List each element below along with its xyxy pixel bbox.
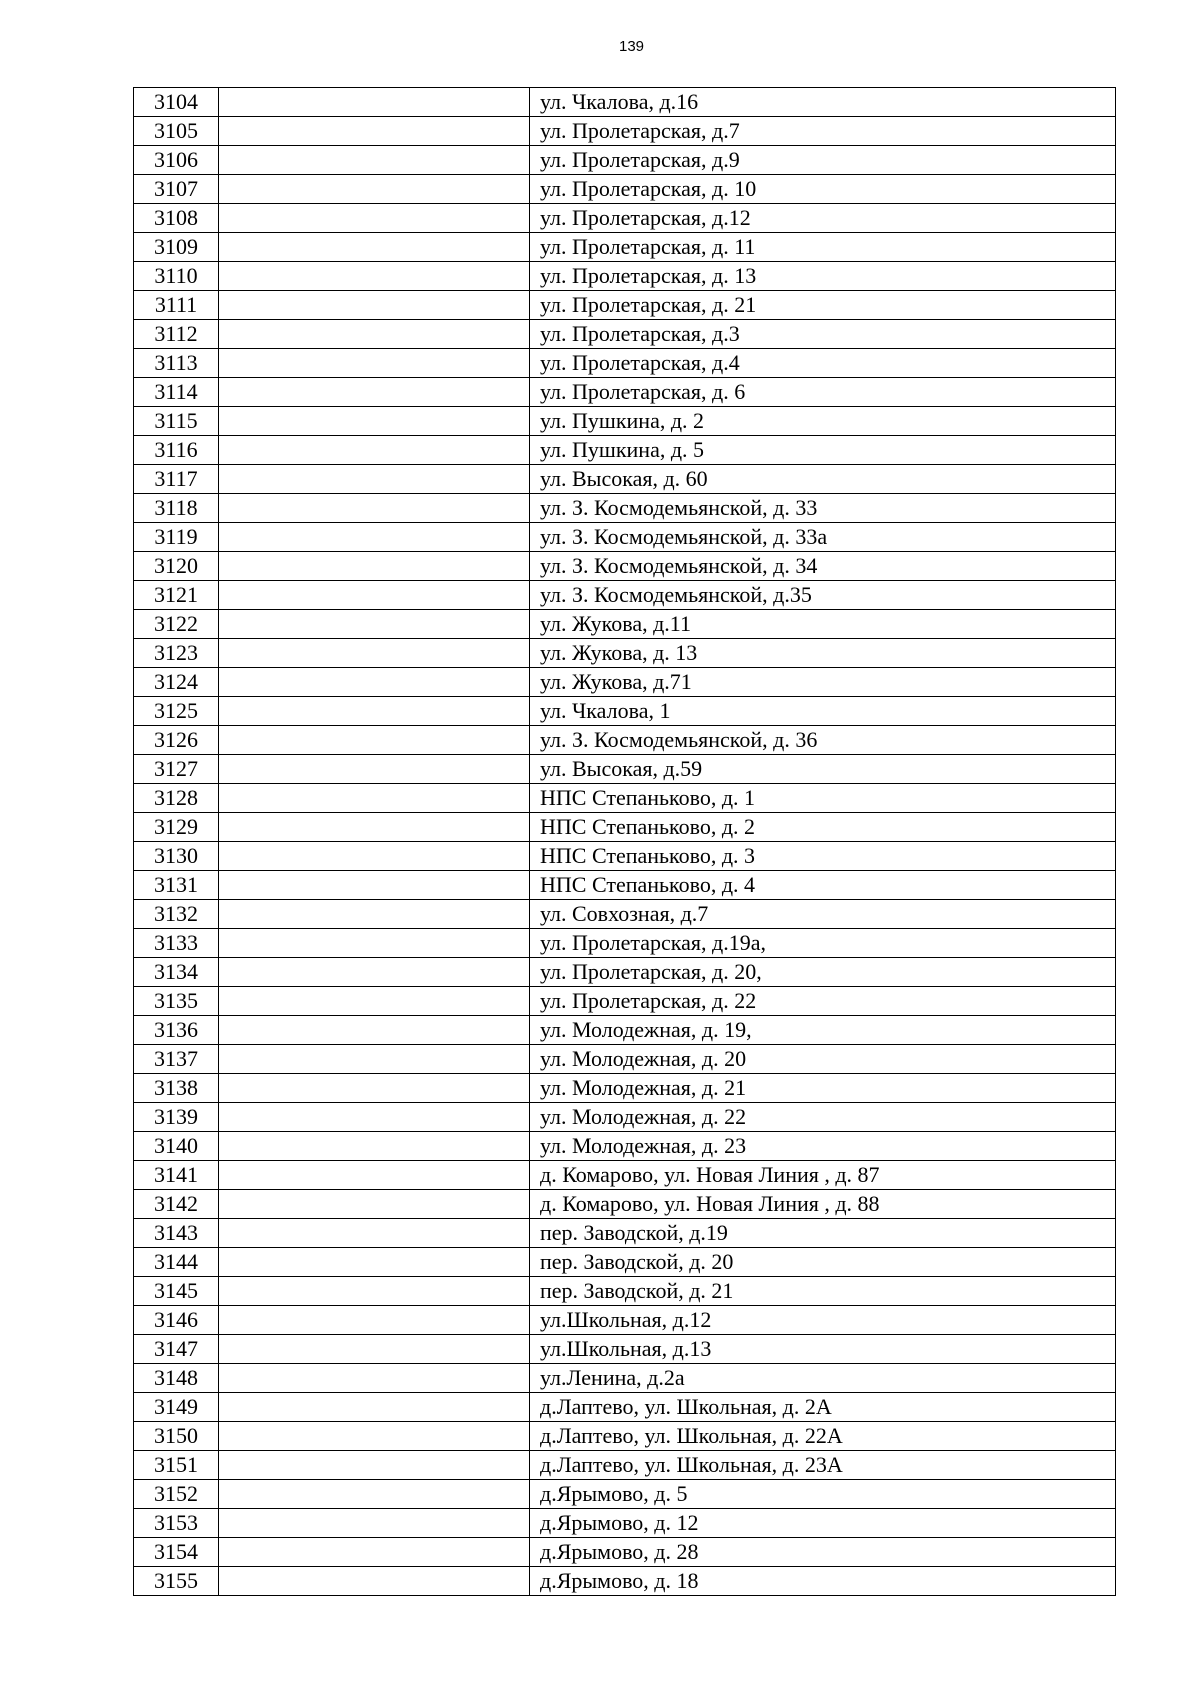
empty-middle-cell bbox=[219, 407, 530, 436]
empty-middle-cell bbox=[219, 1103, 530, 1132]
empty-middle-cell bbox=[219, 639, 530, 668]
empty-middle-cell bbox=[219, 581, 530, 610]
table-row bbox=[134, 871, 1116, 900]
empty-middle-cell bbox=[219, 262, 530, 291]
empty-middle-cell bbox=[219, 552, 530, 581]
address-cell: ул. Чкалова, 1 bbox=[530, 697, 1116, 726]
row-number-cell: 3120 bbox=[134, 552, 219, 581]
address-cell: ул. Пушкина, д. 2 bbox=[530, 407, 1116, 436]
table-row bbox=[134, 929, 1116, 958]
empty-middle-cell bbox=[219, 1567, 530, 1596]
table-row bbox=[134, 175, 1116, 204]
empty-middle-cell bbox=[219, 1161, 530, 1190]
table-row bbox=[134, 1161, 1116, 1190]
row-number-cell: 3155 bbox=[134, 1567, 219, 1596]
address-cell: ул. Пролетарская, д. 11 bbox=[530, 233, 1116, 262]
row-number-cell: 3134 bbox=[134, 958, 219, 987]
row-number-cell: 3154 bbox=[134, 1538, 219, 1567]
address-cell: ул. З. Космодемьянской, д. 33 bbox=[530, 494, 1116, 523]
row-number-cell: 3110 bbox=[134, 262, 219, 291]
table-row bbox=[134, 262, 1116, 291]
empty-middle-cell bbox=[219, 378, 530, 407]
table-row bbox=[134, 349, 1116, 378]
empty-middle-cell bbox=[219, 146, 530, 175]
row-number-cell: 3138 bbox=[134, 1074, 219, 1103]
address-cell: ул. Молодежная, д. 20 bbox=[530, 1045, 1116, 1074]
row-number-cell: 3127 bbox=[134, 755, 219, 784]
table-row bbox=[134, 1277, 1116, 1306]
table-row bbox=[134, 1190, 1116, 1219]
address-cell: д.Лаптево, ул. Школьная, д. 2А bbox=[530, 1393, 1116, 1422]
page-number: 139 bbox=[618, 38, 645, 55]
table-row bbox=[134, 813, 1116, 842]
address-cell: ул. Молодежная, д. 23 bbox=[530, 1132, 1116, 1161]
address-cell: ул. З. Космодемьянской, д. 36 bbox=[530, 726, 1116, 755]
address-cell: ул. Совхозная, д.7 bbox=[530, 900, 1116, 929]
row-number-cell: 3137 bbox=[134, 1045, 219, 1074]
row-number-cell: 3145 bbox=[134, 1277, 219, 1306]
row-number-cell: 3118 bbox=[134, 494, 219, 523]
empty-middle-cell bbox=[219, 1016, 530, 1045]
empty-middle-cell bbox=[219, 755, 530, 784]
empty-middle-cell bbox=[219, 1277, 530, 1306]
table-row bbox=[134, 117, 1116, 146]
address-cell: ул.Школьная, д.13 bbox=[530, 1335, 1116, 1364]
table-row bbox=[134, 1335, 1116, 1364]
empty-middle-cell bbox=[219, 871, 530, 900]
row-number-cell: 3124 bbox=[134, 668, 219, 697]
address-cell: ул. Молодежная, д. 22 bbox=[530, 1103, 1116, 1132]
empty-middle-cell bbox=[219, 494, 530, 523]
table-row bbox=[134, 1364, 1116, 1393]
row-number-cell: 3136 bbox=[134, 1016, 219, 1045]
address-cell: ул. Пролетарская, д.7 bbox=[530, 117, 1116, 146]
address-cell: пер. Заводской, д. 20 bbox=[530, 1248, 1116, 1277]
table-row bbox=[134, 1509, 1116, 1538]
table-row bbox=[134, 784, 1116, 813]
address-cell: ул. Пролетарская, д.3 bbox=[530, 320, 1116, 349]
address-cell: ул. Пролетарская, д. 21 bbox=[530, 291, 1116, 320]
address-cell: НПС Степаньково, д. 1 bbox=[530, 784, 1116, 813]
row-number-cell: 3152 bbox=[134, 1480, 219, 1509]
row-number-cell: 3153 bbox=[134, 1509, 219, 1538]
table-row bbox=[134, 1422, 1116, 1451]
row-number-cell: 3140 bbox=[134, 1132, 219, 1161]
empty-middle-cell bbox=[219, 436, 530, 465]
address-cell: д.Ярымово, д. 5 bbox=[530, 1480, 1116, 1509]
row-number-cell: 3122 bbox=[134, 610, 219, 639]
table-row bbox=[134, 378, 1116, 407]
row-number-cell: 3148 bbox=[134, 1364, 219, 1393]
table-row bbox=[134, 407, 1116, 436]
row-number-cell: 3119 bbox=[134, 523, 219, 552]
address-cell: д.Лаптево, ул. Школьная, д. 22А bbox=[530, 1422, 1116, 1451]
empty-middle-cell bbox=[219, 1451, 530, 1480]
table-row bbox=[134, 755, 1116, 784]
address-cell: ул.Школьная, д.12 bbox=[530, 1306, 1116, 1335]
address-cell: ул. Пролетарская, д. 10 bbox=[530, 175, 1116, 204]
table-row bbox=[134, 320, 1116, 349]
table-row bbox=[134, 146, 1116, 175]
row-number-cell: 3149 bbox=[134, 1393, 219, 1422]
empty-middle-cell bbox=[219, 1045, 530, 1074]
address-cell: ул. Жукова, д.71 bbox=[530, 668, 1116, 697]
table-row bbox=[134, 958, 1116, 987]
row-number-cell: 3147 bbox=[134, 1335, 219, 1364]
table-row bbox=[134, 697, 1116, 726]
address-cell: ул. Пролетарская, д.4 bbox=[530, 349, 1116, 378]
row-number-cell: 3151 bbox=[134, 1451, 219, 1480]
row-number-cell: 3133 bbox=[134, 929, 219, 958]
empty-middle-cell bbox=[219, 1132, 530, 1161]
address-cell: ул. З. Космодемьянской, д. 33а bbox=[530, 523, 1116, 552]
address-cell: ул.Ленина, д.2а bbox=[530, 1364, 1116, 1393]
empty-middle-cell bbox=[219, 929, 530, 958]
row-number-cell: 3112 bbox=[134, 320, 219, 349]
table-row bbox=[134, 1480, 1116, 1509]
table-row bbox=[134, 1103, 1116, 1132]
row-number-cell: 3117 bbox=[134, 465, 219, 494]
row-number-cell: 3146 bbox=[134, 1306, 219, 1335]
row-number-cell: 3144 bbox=[134, 1248, 219, 1277]
empty-middle-cell bbox=[219, 1074, 530, 1103]
address-cell: ул. Жукова, д.11 bbox=[530, 610, 1116, 639]
table-row bbox=[134, 1219, 1116, 1248]
empty-middle-cell bbox=[219, 1364, 530, 1393]
row-number-cell: 3130 bbox=[134, 842, 219, 871]
table-row bbox=[134, 1451, 1116, 1480]
address-cell: д.Лаптево, ул. Школьная, д. 23А bbox=[530, 1451, 1116, 1480]
table-row bbox=[134, 1045, 1116, 1074]
table-row bbox=[134, 1567, 1116, 1596]
empty-middle-cell bbox=[219, 697, 530, 726]
table-row bbox=[134, 1393, 1116, 1422]
address-cell: ул. Пролетарская, д. 6 bbox=[530, 378, 1116, 407]
row-number-cell: 3150 bbox=[134, 1422, 219, 1451]
table-row bbox=[134, 494, 1116, 523]
table-row bbox=[134, 610, 1116, 639]
row-number-cell: 3105 bbox=[134, 117, 219, 146]
table-row bbox=[134, 842, 1116, 871]
empty-middle-cell bbox=[219, 1306, 530, 1335]
address-cell: ул. Чкалова, д.16 bbox=[530, 88, 1116, 117]
row-number-cell: 3143 bbox=[134, 1219, 219, 1248]
address-cell: ул. Пролетарская, д.9 bbox=[530, 146, 1116, 175]
table-row bbox=[134, 204, 1116, 233]
empty-middle-cell bbox=[219, 1480, 530, 1509]
row-number-cell: 3135 bbox=[134, 987, 219, 1016]
address-cell: НПС Степаньково, д. 2 bbox=[530, 813, 1116, 842]
empty-middle-cell bbox=[219, 958, 530, 987]
empty-middle-cell bbox=[219, 233, 530, 262]
address-cell: д.Ярымово, д. 18 bbox=[530, 1567, 1116, 1596]
row-number-cell: 3104 bbox=[134, 88, 219, 117]
address-cell: пер. Заводской, д. 21 bbox=[530, 1277, 1116, 1306]
address-cell: д.Ярымово, д. 28 bbox=[530, 1538, 1116, 1567]
address-cell: ул. Молодежная, д. 19, bbox=[530, 1016, 1116, 1045]
empty-middle-cell bbox=[219, 1190, 530, 1219]
empty-middle-cell bbox=[219, 291, 530, 320]
row-number-cell: 3108 bbox=[134, 204, 219, 233]
table-row bbox=[134, 88, 1116, 117]
address-cell: ул. Пролетарская, д. 22 bbox=[530, 987, 1116, 1016]
row-number-cell: 3132 bbox=[134, 900, 219, 929]
empty-middle-cell bbox=[219, 1422, 530, 1451]
table-row bbox=[134, 900, 1116, 929]
address-cell: д. Комарово, ул. Новая Линия , д. 88 bbox=[530, 1190, 1116, 1219]
row-number-cell: 3129 bbox=[134, 813, 219, 842]
empty-middle-cell bbox=[219, 204, 530, 233]
row-number-cell: 3141 bbox=[134, 1161, 219, 1190]
table-row bbox=[134, 726, 1116, 755]
table-row bbox=[134, 1132, 1116, 1161]
table-row bbox=[134, 1248, 1116, 1277]
empty-middle-cell bbox=[219, 987, 530, 1016]
empty-middle-cell bbox=[219, 1219, 530, 1248]
address-cell: ул. З. Космодемьянской, д.35 bbox=[530, 581, 1116, 610]
row-number-cell: 3109 bbox=[134, 233, 219, 262]
row-number-cell: 3128 bbox=[134, 784, 219, 813]
address-cell: ул. З. Космодемьянской, д. 34 bbox=[530, 552, 1116, 581]
address-table-body bbox=[134, 88, 1116, 1596]
row-number-cell: 3131 bbox=[134, 871, 219, 900]
table-row bbox=[134, 523, 1116, 552]
table-row bbox=[134, 1538, 1116, 1567]
address-cell: пер. Заводской, д.19 bbox=[530, 1219, 1116, 1248]
row-number-cell: 3139 bbox=[134, 1103, 219, 1132]
address-cell: ул. Высокая, д.59 bbox=[530, 755, 1116, 784]
address-cell: д.Ярымово, д. 12 bbox=[530, 1509, 1116, 1538]
address-cell: НПС Степаньково, д. 3 bbox=[530, 842, 1116, 871]
row-number-cell: 3126 bbox=[134, 726, 219, 755]
row-number-cell: 3116 bbox=[134, 436, 219, 465]
empty-middle-cell bbox=[219, 523, 530, 552]
row-number-cell: 3107 bbox=[134, 175, 219, 204]
row-number-cell: 3111 bbox=[134, 291, 219, 320]
empty-middle-cell bbox=[219, 117, 530, 146]
empty-middle-cell bbox=[219, 610, 530, 639]
table-row bbox=[134, 639, 1116, 668]
address-cell: ул. Пролетарская, д.12 bbox=[530, 204, 1116, 233]
row-number-cell: 3142 bbox=[134, 1190, 219, 1219]
empty-middle-cell bbox=[219, 900, 530, 929]
table-row bbox=[134, 1074, 1116, 1103]
address-cell: НПС Степаньково, д. 4 bbox=[530, 871, 1116, 900]
empty-middle-cell bbox=[219, 1509, 530, 1538]
row-number-cell: 3121 bbox=[134, 581, 219, 610]
table-row bbox=[134, 1306, 1116, 1335]
empty-middle-cell bbox=[219, 1393, 530, 1422]
table-row bbox=[134, 581, 1116, 610]
empty-middle-cell bbox=[219, 842, 530, 871]
address-cell: ул. Пролетарская, д. 20, bbox=[530, 958, 1116, 987]
address-cell: ул. Высокая, д. 60 bbox=[530, 465, 1116, 494]
table-row bbox=[134, 233, 1116, 262]
row-number-cell: 3115 bbox=[134, 407, 219, 436]
empty-middle-cell bbox=[219, 320, 530, 349]
empty-middle-cell bbox=[219, 784, 530, 813]
empty-middle-cell bbox=[219, 175, 530, 204]
table-row bbox=[134, 552, 1116, 581]
row-number-cell: 3125 bbox=[134, 697, 219, 726]
empty-middle-cell bbox=[219, 1538, 530, 1567]
empty-middle-cell bbox=[219, 465, 530, 494]
row-number-cell: 3113 bbox=[134, 349, 219, 378]
empty-middle-cell bbox=[219, 726, 530, 755]
address-table bbox=[133, 87, 1116, 1596]
empty-middle-cell bbox=[219, 1248, 530, 1277]
table-row bbox=[134, 465, 1116, 494]
empty-middle-cell bbox=[219, 1335, 530, 1364]
row-number-cell: 3114 bbox=[134, 378, 219, 407]
address-cell: ул. Пролетарская, д.19а, bbox=[530, 929, 1116, 958]
table-row bbox=[134, 291, 1116, 320]
table-row bbox=[134, 1016, 1116, 1045]
table-row bbox=[134, 668, 1116, 697]
address-cell: ул. Молодежная, д. 21 bbox=[530, 1074, 1116, 1103]
table-row bbox=[134, 436, 1116, 465]
empty-middle-cell bbox=[219, 349, 530, 378]
empty-middle-cell bbox=[219, 88, 530, 117]
address-cell: ул. Пушкина, д. 5 bbox=[530, 436, 1116, 465]
empty-middle-cell bbox=[219, 668, 530, 697]
address-cell: ул. Пролетарская, д. 13 bbox=[530, 262, 1116, 291]
address-cell: ул. Жукова, д. 13 bbox=[530, 639, 1116, 668]
address-cell: д. Комарово, ул. Новая Линия , д. 87 bbox=[530, 1161, 1116, 1190]
table-row bbox=[134, 987, 1116, 1016]
empty-middle-cell bbox=[219, 813, 530, 842]
row-number-cell: 3123 bbox=[134, 639, 219, 668]
row-number-cell: 3106 bbox=[134, 146, 219, 175]
